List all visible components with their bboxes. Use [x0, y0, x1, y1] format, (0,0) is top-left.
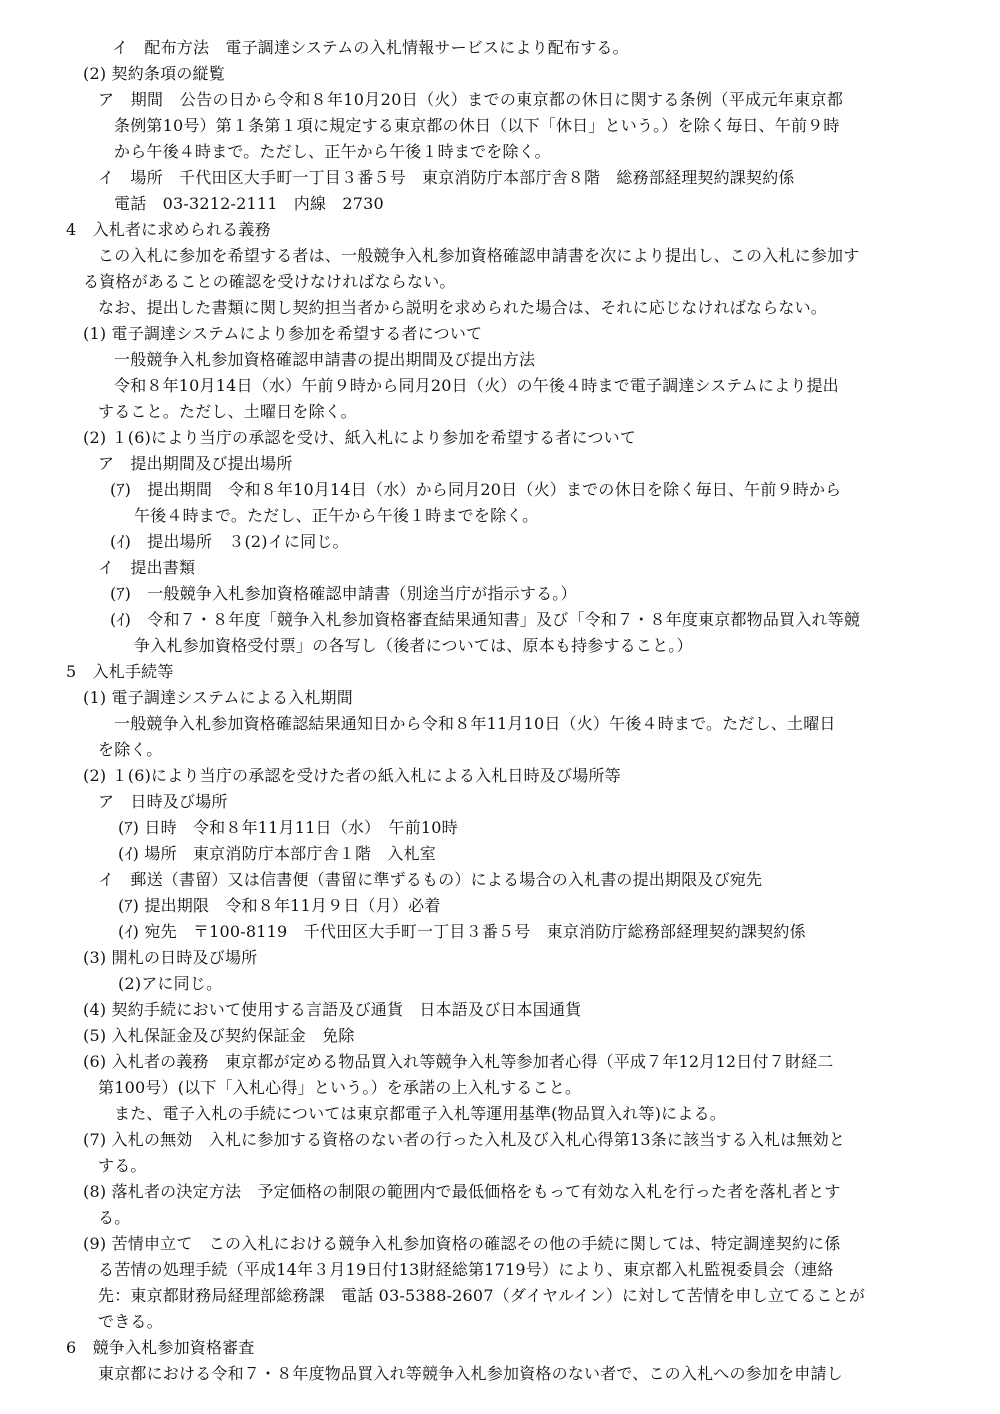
text-line: る苦情の処理手続（平成14年３月19日付13財経総第1719号）により、東京都入札監視委員会（連絡 — [98, 1260, 834, 1279]
text-line: (ｱ) 提出期間 令和８年10月14日（水）から同月20日（火）までの休日を除く毎日、午前９時から — [110, 480, 842, 499]
text-line: (ｲ) 提出場所 ３(2)イに同じ。 — [110, 532, 349, 551]
text-line: (1) 電子調達システムにより参加を希望する者について — [83, 324, 483, 343]
text-line: 東京都における令和７・８年度物品買入れ等競争入札参加資格のない者で、この入札への参加を申請し — [98, 1364, 843, 1383]
text-line: 一般競争入札参加資格確認申請書の提出期間及び提出方法 — [114, 350, 536, 369]
text-line: ア 期間 公告の日から令和８年10月20日（火）までの東京都の休日に関する条例（平成元年東京都 — [98, 90, 844, 109]
text-line: (2) １(6)により当庁の承認を受け、紙入札により参加を希望する者について — [83, 428, 637, 447]
text-line: また、電子入札の手続については東京都電子入札等運用基準(物品買入れ等)による。 — [114, 1104, 726, 1123]
text-line: (6) 入札者の義務 東京都が定める物品買入れ等競争入札等参加者心得（平成７年12月12日付７財経二 — [83, 1052, 834, 1071]
text-line: から午後４時まで。ただし、正午から午後１時までを除く。 — [114, 142, 551, 161]
text-line: 争入札参加資格受付票」の各写し（後者については、原本も持参すること。） — [134, 636, 693, 655]
text-line: 電話 03-3212-2111 内線 2730 — [114, 194, 384, 213]
text-line: イ 場所 千代田区大手町一丁目３番５号 東京消防庁本部庁舎８階 総務部経理契約課契約係 — [98, 168, 795, 187]
text-line: る。 — [98, 1208, 131, 1227]
text-line: (2) 契約条項の縦覧 — [83, 64, 225, 83]
text-line: (9) 苦情申立て この入札における競争入札参加資格の確認その他の手続に関しては、特定調達契約に係 — [83, 1234, 841, 1253]
text-line: (5) 入札保証金及び契約保証金 免除 — [83, 1026, 355, 1045]
section-heading: 5 入札手続等 — [66, 662, 174, 681]
text-line: ア 日時及び場所 — [98, 792, 228, 811]
text-line: (7) 入札の無効 入札に参加する資格のない者の行った入札及び入札心得第13条に該当する入札は無効と — [83, 1130, 846, 1149]
text-line: 午後４時まで。ただし、正午から午後１時までを除く。 — [134, 506, 539, 525]
text-line: (ｲ) 宛先 〒100-8119 千代田区大手町一丁目３番５号 東京消防庁総務部経理契約課契約係 — [118, 922, 806, 941]
text-line: イ 郵送（書留）又は信書便（書留に準ずるもの）による場合の入札書の提出期限及び宛先 — [98, 870, 763, 889]
text-line: (ｲ) 令和７・８年度「競争入札参加資格審査結果通知書」及び「令和７・８年度東京都物品買入れ等競 — [110, 610, 861, 629]
text-line: イ 配布方法 電子調達システムの入札情報サービスにより配布する。 — [112, 38, 629, 57]
text-line: できる。 — [98, 1312, 163, 1331]
text-line: (3) 開札の日時及び場所 — [83, 948, 258, 967]
text-line: る資格があることの確認を受けなければならない。 — [83, 272, 456, 291]
text-line: 第100号）(以下「入札心得」という。）を承諾の上入札すること。 — [98, 1078, 582, 1097]
text-line: (4) 契約手続において使用する言語及び通貨 日本語及び日本国通貨 — [83, 1000, 582, 1019]
text-line: イ 提出書類 — [98, 558, 196, 577]
text-line: なお、提出した書類に関し契約担当者から説明を求められた場合は、それに応じなければならない。 — [98, 298, 828, 317]
text-line: (1) 電子調達システムによる入札期間 — [83, 688, 353, 707]
text-line: 先：東京都財務局経理部総務課 電話 03-5388-2607（ダイヤルイン）に対して苦情を申し立てることが — [98, 1286, 866, 1305]
text-line: (ｱ) 提出期限 令和８年11月９日（月）必着 — [118, 896, 441, 915]
text-line: (ｱ) 一般競争入札参加資格確認申請書（別途当庁が指示する。） — [110, 584, 577, 603]
text-line: (8) 落札者の決定方法 予定価格の制限の範囲内で最低価格をもって有効な入札を行った者を落札者とす — [83, 1182, 841, 1201]
section-heading: 6 競争入札参加資格審査 — [66, 1338, 255, 1357]
section-heading: 4 入札者に求められる義務 — [66, 220, 271, 239]
text-line: すること。ただし、土曜日を除く。 — [98, 402, 357, 421]
text-line: (2) １(6)により当庁の承認を受けた者の紙入札による入札日時及び場所等 — [83, 766, 621, 785]
text-line: 一般競争入札参加資格確認結果通知日から令和８年11月10日（火）午後４時まで。ただし、土曜日 — [114, 714, 836, 733]
text-line: 条例第10号）第１条第１項に規定する東京都の休日（以下「休日」という。）を除く毎日、午前９時 — [114, 116, 840, 135]
text-line: この入札に参加を希望する者は、一般競争入札参加資格確認申請書を次により提出し、この入札に参加す — [98, 246, 860, 265]
text-line: (ｲ) 場所 東京消防庁本部庁舎１階 入札室 — [118, 844, 436, 863]
text-line: を除く。 — [98, 740, 163, 759]
text-line: (2)アに同じ。 — [118, 974, 223, 993]
text-line: (ｱ) 日時 令和８年11月11日（水） 午前10時 — [118, 818, 458, 837]
text-line: ア 提出期間及び提出場所 — [98, 454, 293, 473]
text-line: する。 — [98, 1156, 147, 1175]
text-line: 令和８年10月14日（水）午前９時から同月20日（火）の午後４時まで電子調達システムにより提出 — [114, 376, 839, 395]
